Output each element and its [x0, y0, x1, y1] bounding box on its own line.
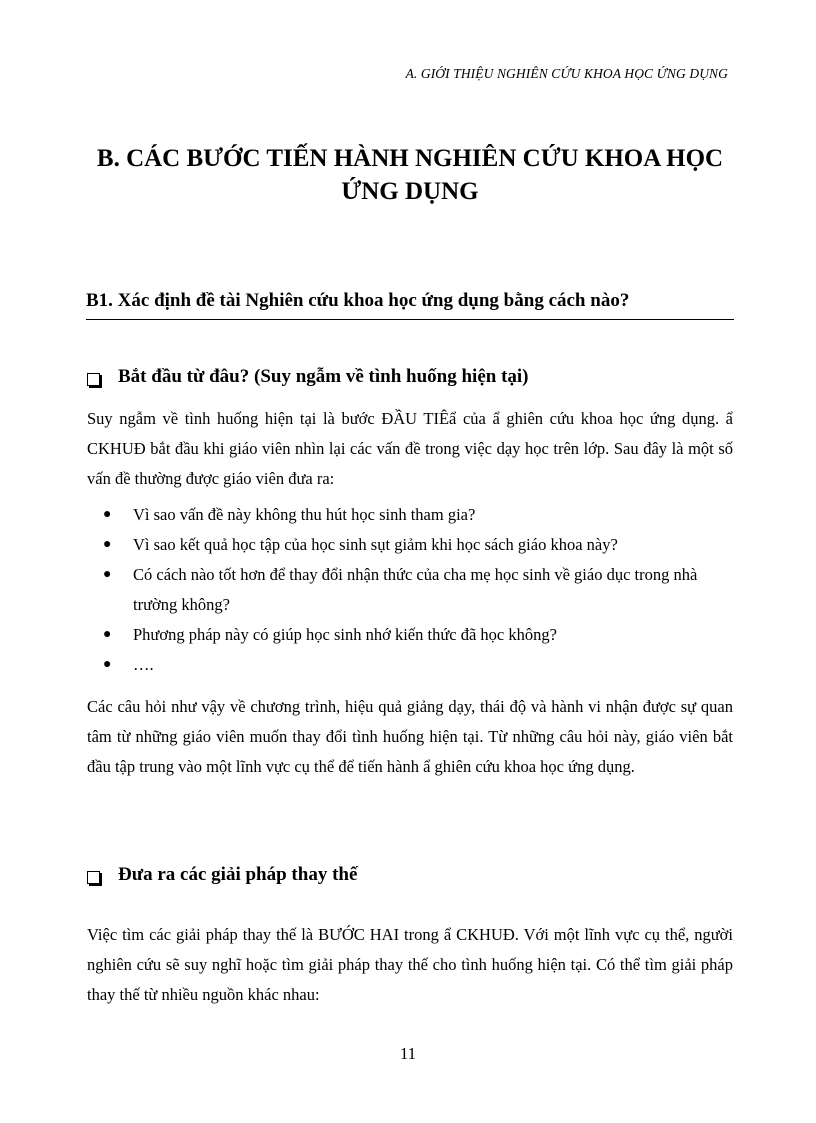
alternatives-paragraph: Việc tìm các giải pháp thay thế là BƯỚC HAI trong ẩ CKHUĐ. Với một lĩnh vực cụ thể, người nghiên cứu sẽ suy nghĩ hoặc tìm giải pháp thay thế cho tình huống hiện tại. Có thể tìm giải pháp thay thế từ nhiều nguồn khác nhau:	[87, 925, 733, 1004]
subsection-heading-text: Đưa ra các giải pháp thay thế	[118, 864, 358, 885]
subsection-heading-alternatives	[87, 862, 357, 888]
list-item: ● Phương pháp này có giúp học sinh nhớ kiến thức đã học không?	[87, 620, 733, 650]
bullet-icon: ●	[103, 537, 112, 552]
chapter-title: B. CÁC BƯỚC TIẾN HÀNH NGHIÊN CỨU KHOA HỌC ỨNG DỤNG	[96, 145, 724, 205]
bullet-icon: ●	[103, 507, 112, 522]
intro-paragraph: Suy ngẫm về tình huống hiện tại là bước ĐẦU TIÊẩ của ẩ ghiên cứu khoa học ứng dụng. ẩ CKHUĐ bắt đầu khi giáo viên nhìn lại các vấn đề trong việc dạy học trên lớp. Sau đây là một số vấn đề thường được giáo viên đưa ra:	[87, 409, 733, 488]
subsection-heading-start	[87, 364, 529, 390]
question-list	[87, 500, 733, 680]
closing-paragraph: Các câu hỏi như vậy về chương trình, hiệu quả giảng dạy, thái độ và hành vi nhận được sự quan tâm từ những giáo viên muốn thay đổi tình huống hiện tại. Từ những câu hỏi này, giáo viên bắt đầu tập trung vào một lĩnh vực cụ thể để tiến hành ẩ ghiên cứu khoa học ứng dụng.	[87, 697, 733, 776]
bullet-icon: ●	[103, 627, 112, 642]
list-item: ● ….	[87, 650, 733, 680]
list-item: ● Vì sao vấn đề này không thu hút học sinh tham gia?	[87, 500, 733, 530]
list-item: ● Vì sao kết quả học tập của học sinh sụt giảm khi học sách giáo khoa này?	[87, 530, 733, 560]
checkbox-icon	[87, 373, 100, 386]
checkbox-icon	[87, 871, 100, 884]
subsection-heading-text: Bắt đầu từ đâu? (Suy ngẫm về tình huống hiện tại)	[118, 366, 529, 387]
bullet-icon: ●	[103, 657, 112, 672]
page-number: 11	[399, 1044, 417, 1063]
running-header: A. GIỚI THIỆU NGHIÊN CỨU KHOA HỌC ỨNG DỤNG	[405, 66, 728, 81]
bullet-icon: ●	[103, 567, 112, 582]
section-heading: B1. Xác định đề tài Nghiên cứu khoa học ứng dụng bằng cách nào?	[86, 288, 734, 320]
list-item: ● Có cách nào tốt hơn để thay đổi nhận thức của cha mẹ học sinh về giáo dục trong nhà trường không?	[87, 560, 733, 620]
